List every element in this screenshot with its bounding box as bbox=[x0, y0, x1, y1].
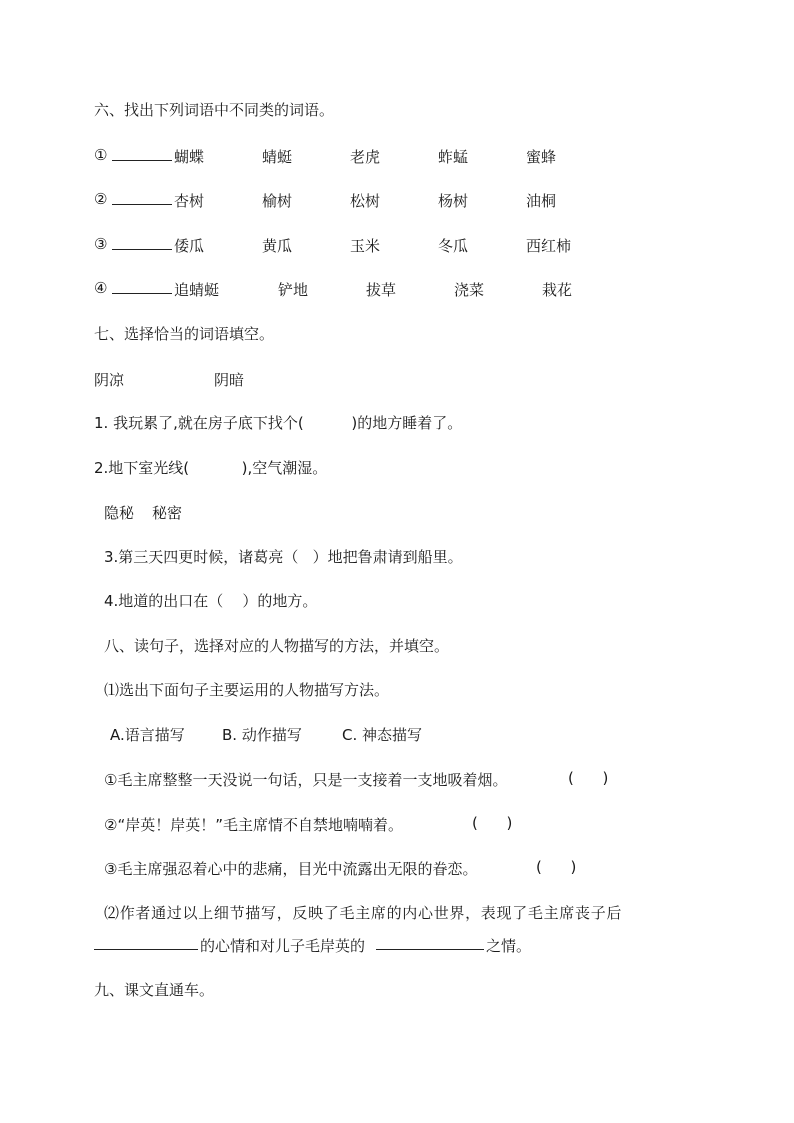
word: 黄瓜 bbox=[262, 237, 293, 255]
word-choice: 隐秘 bbox=[104, 504, 135, 522]
word-choice: 阴凉 bbox=[94, 371, 125, 389]
row-number: ① bbox=[94, 146, 108, 164]
question-2: 2.地下室光线( ),空气潮湿。 bbox=[94, 459, 328, 477]
word-choice: 秘密 bbox=[152, 504, 183, 522]
row-number: ② bbox=[94, 190, 108, 208]
option-c: C. 神态描写 bbox=[342, 726, 423, 744]
sentence-end: 之情。 bbox=[486, 937, 532, 955]
question-3: 3.第三天四更时候，诸葛亮（ ）地把鲁肃请到船里。 bbox=[104, 548, 463, 566]
section-9-title: 九、课文直通车。 bbox=[94, 981, 215, 999]
answer-blank[interactable] bbox=[112, 279, 172, 294]
answer-paren[interactable]: ( ) bbox=[568, 769, 609, 787]
section-8-title: 八、读句子，选择对应的人物描写的方法，并填空。 bbox=[104, 637, 450, 655]
row-number: ③ bbox=[94, 235, 108, 253]
word: 杨树 bbox=[438, 192, 469, 210]
word: 拔草 bbox=[366, 281, 397, 299]
word: 蝴蝶 bbox=[174, 148, 205, 166]
word: 铲地 bbox=[278, 281, 309, 299]
word: 老虎 bbox=[350, 148, 381, 166]
word-choice: 阴暗 bbox=[214, 371, 245, 389]
answer-blank[interactable] bbox=[112, 146, 172, 161]
answer-paren[interactable]: ( ) bbox=[472, 814, 513, 832]
answer-paren[interactable]: ( ) bbox=[536, 858, 577, 876]
sentence-middle: 的心情和对儿子毛岸英的 bbox=[200, 937, 366, 955]
word: 蚱蜢 bbox=[438, 148, 469, 166]
answer-blank[interactable] bbox=[112, 190, 172, 205]
word: 浇菜 bbox=[454, 281, 485, 299]
word: 蜻蜓 bbox=[262, 148, 293, 166]
option-b: B. 动作描写 bbox=[222, 726, 302, 744]
option-a: A.语言描写 bbox=[110, 726, 185, 744]
question-1: 1. 我玩累了,就在房子底下找个( )的地方睡着了。 bbox=[94, 414, 463, 432]
section-7-title: 七、选择恰当的词语填空。 bbox=[94, 325, 275, 343]
word: 油桐 bbox=[526, 192, 557, 210]
answer-blank[interactable] bbox=[112, 235, 172, 250]
answer-blank[interactable] bbox=[94, 935, 198, 950]
word: 松树 bbox=[350, 192, 381, 210]
row-number: ④ bbox=[94, 279, 108, 297]
word: 倭瓜 bbox=[174, 237, 205, 255]
section-6-title: 六、找出下列词语中不同类的词语。 bbox=[94, 101, 335, 119]
subquestion-1: ⑴选出下面句子主要运用的人物描写方法。 bbox=[104, 681, 390, 699]
answer-blank[interactable] bbox=[376, 935, 484, 950]
word: 榆树 bbox=[262, 192, 293, 210]
word: 杏树 bbox=[174, 192, 205, 210]
sentence-2: ②“岸英！岸英！”毛主席情不自禁地喃喃着。 bbox=[104, 816, 403, 834]
sentence-1: ①毛主席整整一天没说一句话，只是一支接着一支地吸着烟。 bbox=[104, 771, 508, 789]
word: 西红柿 bbox=[526, 237, 572, 255]
word: 栽花 bbox=[542, 281, 573, 299]
word: 追蜻蜓 bbox=[174, 281, 220, 299]
question-4: 4.地道的出口在（ ）的地方。 bbox=[104, 592, 318, 610]
sentence-3: ③毛主席强忍着心中的悲痛，目光中流露出无限的眷恋。 bbox=[104, 860, 478, 878]
subquestion-2: ⑵作者通过以上细节描写，反映了毛主席的内心世界，表现了毛主席丧子后 bbox=[104, 904, 623, 922]
word: 蜜蜂 bbox=[526, 148, 557, 166]
word: 冬瓜 bbox=[438, 237, 469, 255]
word: 玉米 bbox=[350, 237, 381, 255]
